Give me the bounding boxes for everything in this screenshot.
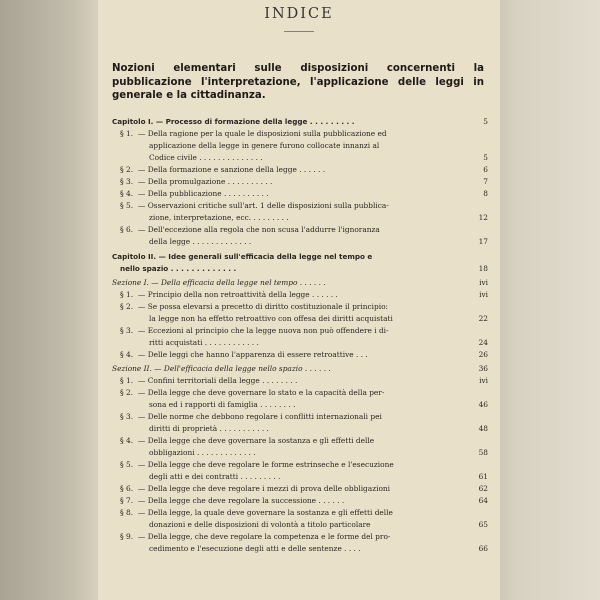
page-number: ivi — [479, 376, 488, 385]
page-number: 26 — [478, 350, 488, 359]
page-number: 24 — [478, 338, 488, 347]
toc-entry — [98, 387, 500, 411]
section-number: § 7. — [120, 496, 134, 505]
toc-line — [98, 387, 500, 399]
toc-line — [98, 152, 500, 164]
toc-line — [98, 507, 500, 519]
toc-line — [98, 363, 500, 375]
page-number: 22 — [478, 314, 488, 323]
toc-line — [98, 289, 500, 301]
toc-entry-text: cedimento e l'esecuzione degli atti e delle sentenze . . . . — [149, 544, 361, 553]
title-rule — [284, 31, 314, 32]
toc-entry-text: — Dell'eccezione alla regola che non scusa l'addurre l'ignoranza — [138, 225, 380, 234]
toc-entry-text: — Principio della non retroattività della legge . . . . . . — [138, 290, 338, 299]
section-number: § 4. — [120, 436, 134, 445]
toc-entry — [98, 507, 500, 531]
toc-entry-text: — Della legge, che deve regolare la competenza e le forme del pro- — [138, 532, 391, 541]
toc-line — [98, 128, 500, 140]
toc-entry-text: — Della pubblicazione . . . . . . . . . . — [138, 189, 269, 198]
toc-entry — [98, 349, 500, 361]
section-number: § 5. — [120, 201, 134, 210]
toc-line — [98, 325, 500, 337]
toc-entry — [98, 411, 500, 435]
toc-entry-text: degli atti e dei contratti . . . . . . . . . — [149, 472, 281, 481]
section-number: § 2. — [120, 388, 134, 397]
toc-line — [98, 435, 500, 447]
page-number: 65 — [478, 520, 488, 529]
toc-line — [98, 543, 500, 555]
toc-line — [98, 313, 500, 325]
toc-line — [98, 447, 500, 459]
toc-entry-text: — Delle leggi che hanno l'apparenza di essere retroattive . . . — [138, 350, 368, 359]
toc-entry-text: Sezione I. — Della efficacia della legge nel tempo . . . . . . — [112, 278, 326, 287]
page-number: 61 — [478, 472, 488, 481]
book-spine-shadow — [0, 0, 98, 600]
toc-entry — [98, 128, 500, 164]
toc-line — [98, 140, 500, 152]
toc-entry-text: zione, interpretazione, ecc. . . . . . . . . — [149, 213, 289, 222]
page-number: 64 — [478, 496, 488, 505]
toc-entry-text: diritti di proprietà . . . . . . . . . . . — [149, 424, 269, 433]
page-number: 48 — [478, 424, 488, 433]
page-number: 36 — [478, 364, 488, 373]
toc-entry — [98, 363, 500, 375]
section-number: § 6. — [120, 484, 134, 493]
section-number: § 3. — [120, 326, 134, 335]
toc-line — [98, 483, 500, 495]
toc-line — [98, 176, 500, 188]
section-number: § 3. — [120, 177, 134, 186]
toc-line — [98, 200, 500, 212]
toc-line — [98, 411, 500, 423]
toc-entry-text: della legge . . . . . . . . . . . . . — [149, 237, 252, 246]
toc-entry-text: Capitolo I. — Processo di formazione della legge . . . . . . . . . — [112, 117, 355, 126]
toc-entry-text: Sezione II. — Dell'efficacia della legge nello spazio . . . . . . — [112, 364, 331, 373]
toc-entry-text: — Delle norme che debbono regolare i conflitti internazionali pei — [138, 412, 382, 421]
intro-heading: Nozioni elementari sulle disposizioni concernenti la pubblicazione l'interpretazione, l'applicazione delle leggi in generale e la cittadinanza. — [112, 63, 484, 101]
section-number: § 2. — [120, 302, 134, 311]
toc-entry-text: — Della promulgazione . . . . . . . . . . — [138, 177, 273, 186]
toc-entry-text: — Se possa elevarsi a precetto di diritto costituzionale il principio: — [138, 302, 389, 311]
toc-entry — [98, 375, 500, 387]
page-number: 46 — [478, 400, 488, 409]
toc-entry-text: applicazione della legge in genere furono collocate innanzi al — [149, 141, 380, 150]
toc-entry — [98, 176, 500, 188]
page-number: 5 — [483, 153, 488, 162]
toc-entry-text: — Confini territoriali della legge . . . . . . . . — [138, 376, 298, 385]
toc-entry-text: obbligazioni . . . . . . . . . . . . . — [149, 448, 256, 457]
toc-entry — [98, 188, 500, 200]
toc-line — [98, 251, 500, 263]
page-number: 66 — [478, 544, 488, 553]
book-page — [98, 0, 500, 600]
toc-entry — [98, 459, 500, 483]
toc-line — [98, 301, 500, 313]
section-number: § 6. — [120, 225, 134, 234]
toc-line — [98, 375, 500, 387]
toc-entry-text: — Della legge che deve regolare le forme estrinseche e l'esecuzione — [138, 460, 394, 469]
toc-entry-text: — Della ragione per la quale le disposizioni sulla pubblicazione ed — [138, 129, 387, 138]
toc-entry-text: — Eccezioni al principio che la legge nuova non può offendere i di- — [138, 326, 389, 335]
toc-line — [98, 399, 500, 411]
toc-line — [98, 224, 500, 236]
section-number: § 9. — [120, 532, 134, 541]
toc-entry — [98, 164, 500, 176]
toc-line — [98, 212, 500, 224]
page-number: ivi — [479, 290, 488, 299]
section-number: § 1. — [120, 129, 134, 138]
toc-entry — [98, 301, 500, 325]
toc-line — [98, 116, 500, 128]
toc-line — [98, 164, 500, 176]
section-number: § 4. — [120, 189, 134, 198]
page-number: 7 — [483, 177, 488, 186]
toc-line — [98, 471, 500, 483]
toc-entry-text: — Osservazioni critiche sull'art. 1 delle disposizioni sulla pubblica- — [138, 201, 389, 210]
toc-entry — [98, 251, 500, 275]
toc-entry-text: — Della legge che deve governare la sostanza e gli effetti delle — [138, 436, 375, 445]
toc-line — [98, 495, 500, 507]
page-number: 62 — [478, 484, 488, 493]
page-number: 5 — [483, 117, 488, 126]
toc-entry-text: donazioni e delle disposizioni di volontà a titolo particolare — [149, 520, 371, 529]
toc-entry-text: — Della legge che deve governare lo stato e la capacità della per- — [138, 388, 385, 397]
section-number: § 4. — [120, 350, 134, 359]
page-number: 6 — [483, 165, 488, 174]
page-number: 8 — [483, 189, 488, 198]
toc-entry-text: nello spazio . . . . . . . . . . . . . — [120, 264, 237, 273]
toc-entry-text: Codice civile . . . . . . . . . . . . . . — [149, 153, 263, 162]
page-number: 18 — [478, 264, 488, 273]
section-number: § 3. — [120, 412, 134, 421]
section-number: § 2. — [120, 165, 134, 174]
toc-line — [98, 277, 500, 289]
section-number: § 5. — [120, 460, 134, 469]
page-number: 17 — [478, 237, 488, 246]
table-of-contents — [98, 116, 500, 555]
toc-entry — [98, 325, 500, 349]
toc-line — [98, 263, 500, 275]
toc-entry — [98, 277, 500, 289]
toc-entry — [98, 224, 500, 248]
page-number: ivi — [479, 278, 488, 287]
section-number: § 8. — [120, 508, 134, 517]
toc-entry — [98, 200, 500, 224]
toc-entry — [98, 483, 500, 495]
toc-line — [98, 337, 500, 349]
toc-entry-text: Capitolo II. — Idee generali sull'efficacia della legge nel tempo e — [112, 252, 373, 261]
toc-line — [98, 188, 500, 200]
toc-line — [98, 531, 500, 543]
toc-entry-text: — Della formazione e sanzione della legge . . . . . . — [138, 165, 326, 174]
toc-line — [98, 459, 500, 471]
toc-entry-text: — Della legge che deve regolare i mezzi di prova delle obbligazioni — [138, 484, 391, 493]
toc-entry-text: ritti acquistati . . . . . . . . . . . . — [149, 338, 259, 347]
page-edge — [500, 0, 600, 600]
toc-line — [98, 236, 500, 248]
toc-entry — [98, 435, 500, 459]
toc-entry-text: sona ed i rapporti di famiglia . . . . . . . . — [149, 400, 296, 409]
toc-entry-text: — Della legge, la quale deve governare la sostanza e gli effetti delle — [138, 508, 393, 517]
section-number: § 1. — [120, 376, 134, 385]
page-number: 12 — [478, 213, 488, 222]
toc-entry-text: la legge non ha effetto retroattivo con offesa dei diritti acquistati — [149, 314, 393, 323]
page-number: 58 — [478, 448, 488, 457]
toc-entry — [98, 531, 500, 555]
toc-line — [98, 519, 500, 531]
page-title: INDICE — [264, 6, 334, 22]
toc-entry-text: — Della legge che deve regolare la successione . . . . . . — [138, 496, 345, 505]
toc-line — [98, 423, 500, 435]
toc-entry — [98, 495, 500, 507]
section-number: § 1. — [120, 290, 134, 299]
toc-entry — [98, 289, 500, 301]
toc-line — [98, 349, 500, 361]
toc-entry — [98, 116, 500, 128]
